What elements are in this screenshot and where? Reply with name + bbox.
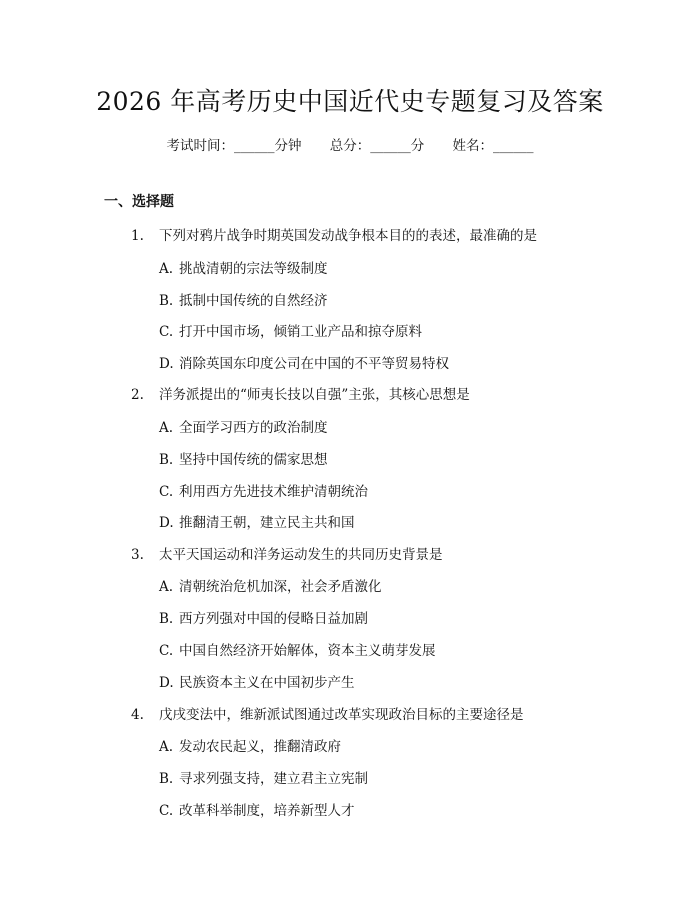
- option-letter: D.: [159, 515, 174, 531]
- option-3d: [159, 671, 355, 691]
- question-3: [131, 543, 443, 563]
- option-text: 改革科举制度，培养新型人才: [179, 803, 355, 819]
- option-1a: [159, 257, 328, 277]
- total-score: 总分：______分: [329, 138, 425, 154]
- option-letter: A.: [159, 420, 174, 436]
- option-4a: [159, 735, 341, 755]
- option-1c: [159, 320, 422, 340]
- option-3b: [159, 607, 368, 627]
- option-3c: [159, 639, 436, 659]
- option-text: 推翻清王朝，建立民主共和国: [179, 515, 355, 531]
- option-text: 中国自然经济开始解体，资本主义萌芽发展: [179, 643, 436, 659]
- question-text: 下列对鸦片战争时期英国发动战争根本目的的表述，最准确的是: [159, 228, 537, 244]
- option-1b: [159, 289, 328, 309]
- option-text: 清朝统治危机加深，社会矛盾激化: [179, 579, 382, 595]
- question-text: 戊戌变法中，维新派试图通过改革实现政治目标的主要途径是: [159, 707, 524, 723]
- option-letter: A.: [159, 261, 174, 277]
- question-number: 1.: [131, 228, 144, 244]
- option-text: 寻求列强支持，建立君主立宪制: [179, 771, 368, 787]
- option-text: 发动农民起义，推翻清政府: [179, 739, 341, 755]
- student-name: 姓名：______: [452, 138, 534, 154]
- question-number: 3.: [131, 547, 144, 563]
- option-letter: C.: [159, 324, 174, 340]
- section-heading: 一、选择题: [104, 194, 174, 210]
- question-2: [131, 383, 470, 403]
- option-letter: C.: [159, 643, 174, 659]
- option-letter: D.: [159, 356, 174, 372]
- option-letter: B.: [159, 452, 174, 468]
- option-2c: [159, 480, 368, 500]
- question-number: 2.: [131, 387, 144, 403]
- option-text: 挑战清朝的宗法等级制度: [179, 261, 328, 277]
- option-text: 消除英国东印度公司在中国的不平等贸易特权: [179, 356, 449, 372]
- option-text: 打开中国市场，倾销工业产品和掠夺原料: [179, 324, 422, 340]
- option-text: 抵制中国传统的自然经济: [179, 293, 328, 309]
- question-number: 4.: [131, 707, 144, 723]
- question-text: 洋务派提出的“师夷长技以自强”主张，其核心思想是: [159, 387, 470, 403]
- exam-meta: [0, 134, 700, 154]
- question-text: 太平天国运动和洋务运动发生的共同历史背景是: [159, 547, 443, 563]
- exam-time: 考试时间：______分钟: [166, 138, 302, 154]
- option-letter: B.: [159, 771, 174, 787]
- option-2d: [159, 511, 355, 531]
- option-4c: [159, 799, 355, 819]
- option-letter: A.: [159, 739, 174, 755]
- option-letter: A.: [159, 579, 174, 595]
- option-text: 全面学习西方的政治制度: [179, 420, 328, 436]
- option-letter: B.: [159, 611, 174, 627]
- option-letter: D.: [159, 675, 174, 691]
- question-1: [131, 224, 537, 244]
- option-text: 利用西方先进技术维护清朝统治: [179, 484, 368, 500]
- option-letter: B.: [159, 293, 174, 309]
- option-1d: [159, 352, 449, 372]
- page-title: 2026 年高考历史中国近代史专题复习及答案: [96, 87, 604, 116]
- option-text: 坚持中国传统的儒家思想: [179, 452, 328, 468]
- option-letter: C.: [159, 803, 174, 819]
- option-letter: C.: [159, 484, 174, 500]
- option-4b: [159, 767, 368, 787]
- option-2b: [159, 448, 328, 468]
- option-2a: [159, 416, 328, 436]
- question-4: [131, 703, 524, 723]
- option-text: 民族资本主义在中国初步产生: [179, 675, 355, 691]
- option-text: 西方列强对中国的侵略日益加剧: [179, 611, 368, 627]
- option-3a: [159, 575, 382, 595]
